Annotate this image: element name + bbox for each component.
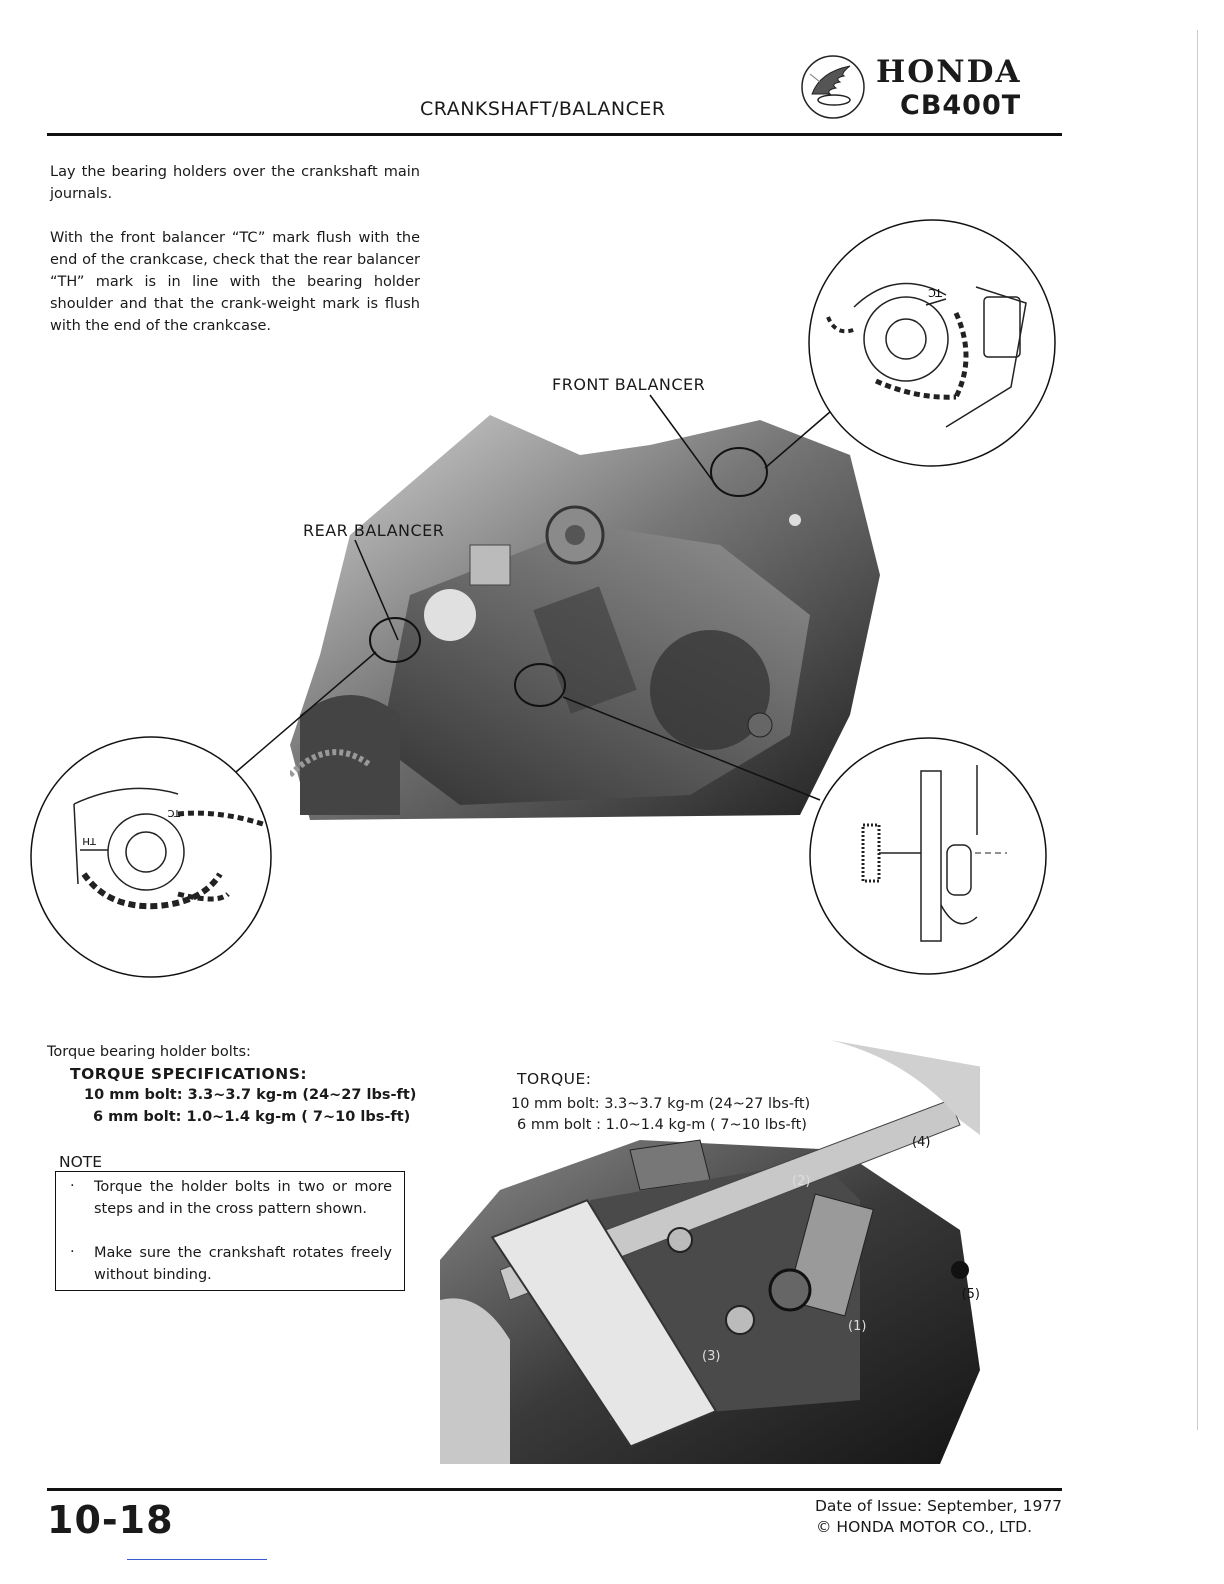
model-name: CB400T bbox=[900, 90, 1022, 121]
step-5-marker: (5) bbox=[961, 1287, 980, 1302]
crankweight-detail bbox=[807, 735, 1049, 977]
note-item-2: Make sure the crankshaft rotates freely without binding. bbox=[94, 1245, 392, 1283]
rear-balancer-label: REAR BALANCER bbox=[303, 521, 445, 540]
tc-mark-small: TC bbox=[167, 807, 180, 818]
note-item-1: Torque the holder bolts in two or more steps and in the cross pattern shown. bbox=[94, 1179, 392, 1217]
step-1-marker: (1) bbox=[848, 1319, 867, 1334]
torque-spec-6mm: 6 mm bolt: 1.0~1.4 kg-m ( 7~10 lbs-ft) bbox=[93, 1109, 411, 1125]
footer-rule bbox=[47, 1488, 1062, 1491]
section-title: CRANKSHAFT/BALANCER bbox=[420, 98, 666, 120]
torque-spec-title: TORQUE SPECIFICATIONS: bbox=[70, 1065, 308, 1083]
issue-date: Date of Issue: September, 1977 bbox=[815, 1497, 1063, 1515]
step-4-marker: (4) bbox=[912, 1135, 931, 1150]
step-2-marker: (2) bbox=[792, 1174, 811, 1189]
front-balancer-detail bbox=[806, 217, 1058, 469]
photo-caption-6mm: 6 mm bolt : 1.0~1.4 kg-m ( 7~10 lbs-ft) bbox=[517, 1117, 807, 1133]
intro-paragraph-2: With the front balancer “TC” mark flush with the end of the crankcase, check that the rear balancer “TH” mark is in line with the bearing holder shoulder and that the crank-weight mark is flush with the end of the crankcase. bbox=[50, 230, 420, 334]
torque-lead-text: Torque bearing holder bolts: bbox=[47, 1044, 251, 1060]
copyright: © HONDA MOTOR CO., LTD. bbox=[816, 1518, 1033, 1536]
brand-name: HONDA bbox=[876, 54, 1022, 90]
note-bullet-1: . bbox=[70, 1174, 75, 1190]
note-label: NOTE bbox=[59, 1153, 103, 1171]
page-number: 10-18 bbox=[47, 1498, 174, 1542]
tc-mark: TC bbox=[928, 286, 942, 299]
front-balancer-label: FRONT BALANCER bbox=[552, 375, 706, 394]
torque-spec-10mm: 10 mm bolt: 3.3~3.7 kg-m (24~27 lbs-ft) bbox=[84, 1087, 417, 1103]
note-box bbox=[55, 1171, 405, 1291]
step-3-marker: (3) bbox=[702, 1349, 721, 1364]
photo-caption-10mm: 10 mm bolt: 3.3~3.7 kg-m (24~27 lbs-ft) bbox=[511, 1096, 811, 1112]
intro-paragraph-1: Lay the bearing holders over the crankshaft main journals. bbox=[50, 164, 420, 202]
blue-underline bbox=[127, 1559, 267, 1560]
photo-caption-title: TORQUE: bbox=[517, 1070, 592, 1088]
th-mark: TH bbox=[82, 835, 96, 846]
rear-balancer-detail bbox=[28, 734, 274, 980]
note-bullet-2: . bbox=[70, 1240, 75, 1256]
